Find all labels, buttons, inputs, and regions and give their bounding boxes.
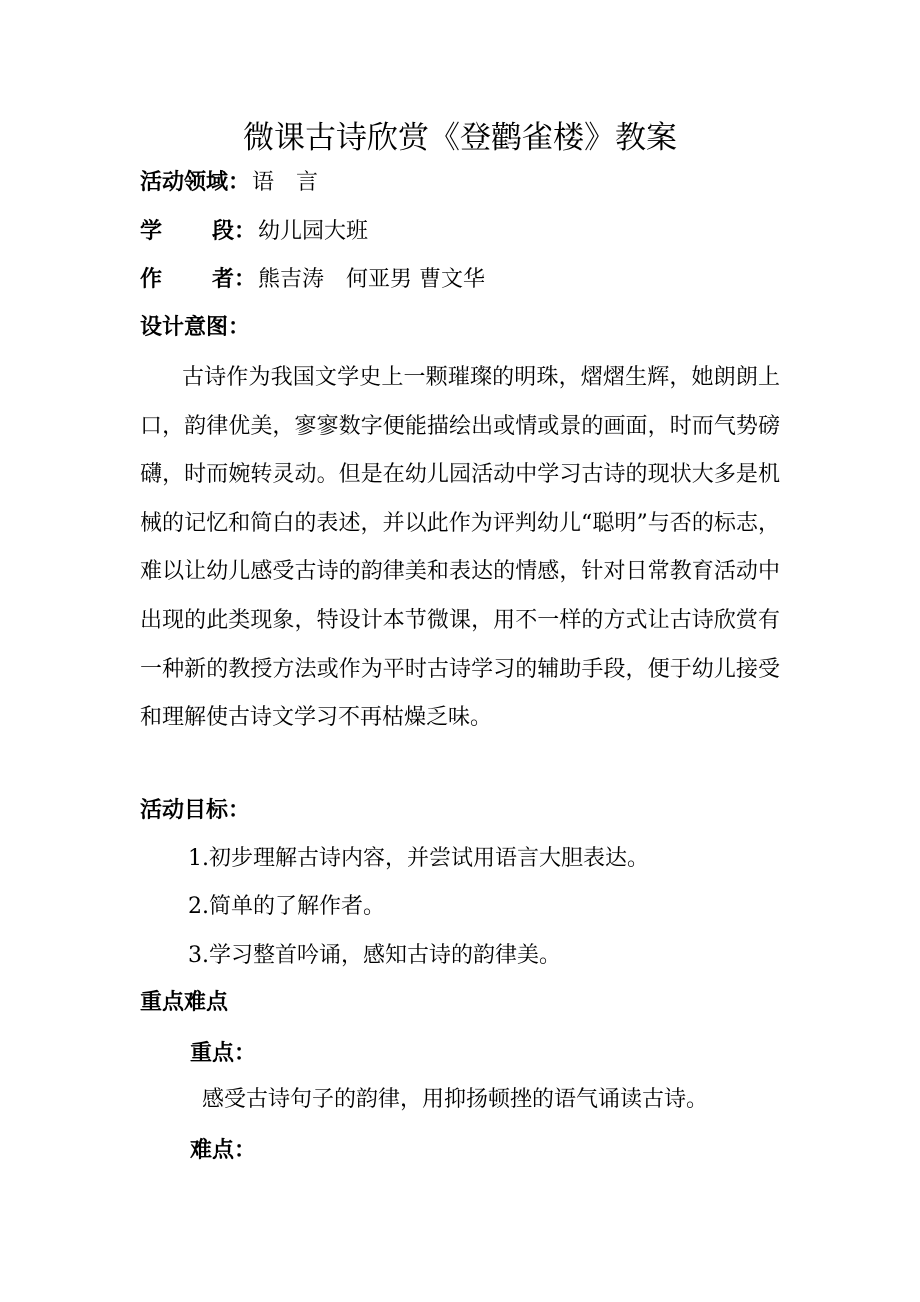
difficulty-label: 难点：	[190, 1138, 257, 1163]
design-heading: 设计意图：	[140, 315, 251, 340]
key-heading: 重点难点	[140, 990, 229, 1015]
meta-author-label-b: 者：	[212, 267, 257, 292]
meta-level	[140, 217, 368, 247]
meta-author-label-a: 作	[140, 267, 163, 292]
goal-item: 1.初步理解古诗内容，并尝试用语言大胆表达。	[188, 846, 649, 871]
meta-level-label-a: 学	[140, 219, 163, 244]
key-point-label: 重点：	[190, 1041, 257, 1066]
goal-item: 2.简单的了解作者。	[188, 894, 385, 919]
document-title: 微课古诗欣赏《登鹳雀楼》教案	[243, 120, 677, 156]
goal-item: 3.学习整首吟诵，感知古诗的韵律美。	[188, 943, 561, 968]
meta-level-value: 幼儿园大班	[258, 219, 369, 244]
meta-author-value: 熊吉涛 何亚男 曹文华	[258, 267, 486, 292]
meta-domain	[140, 168, 318, 198]
design-paragraph: 古诗作为我国文学史上一颗璀璨的明珠，熠熠生辉，她朗朗上口，韵律优美，寥寥数字便能描绘出或情或景的画面，时而气势磅礴，时而婉转灵动。但是在幼儿园活动中学习古诗的现状大多是机械的记忆和简白的表述，并以此作为评判幼儿“聪明”与否的标志，难以让幼儿感受古诗的韵律美和表达的情感，针对日常教育活动中出现的此类现象，特设计本节微课，用不一样的方式让古诗欣赏有一种新的教授方法或作为平时古诗学习的辅助手段，便于幼儿接受和理解使古诗文学习不再枯燥乏味。	[140, 365, 780, 731]
key-point-text: 感受古诗句子的韵律，用抑扬顿挫的语气诵读古诗。	[202, 1087, 709, 1112]
meta-domain-label: 活动领域：	[140, 170, 251, 195]
meta-level-label-b: 段：	[212, 219, 257, 244]
meta-author	[140, 265, 485, 295]
goals-heading: 活动目标：	[140, 798, 251, 823]
meta-domain-value: 语 言	[252, 170, 319, 195]
